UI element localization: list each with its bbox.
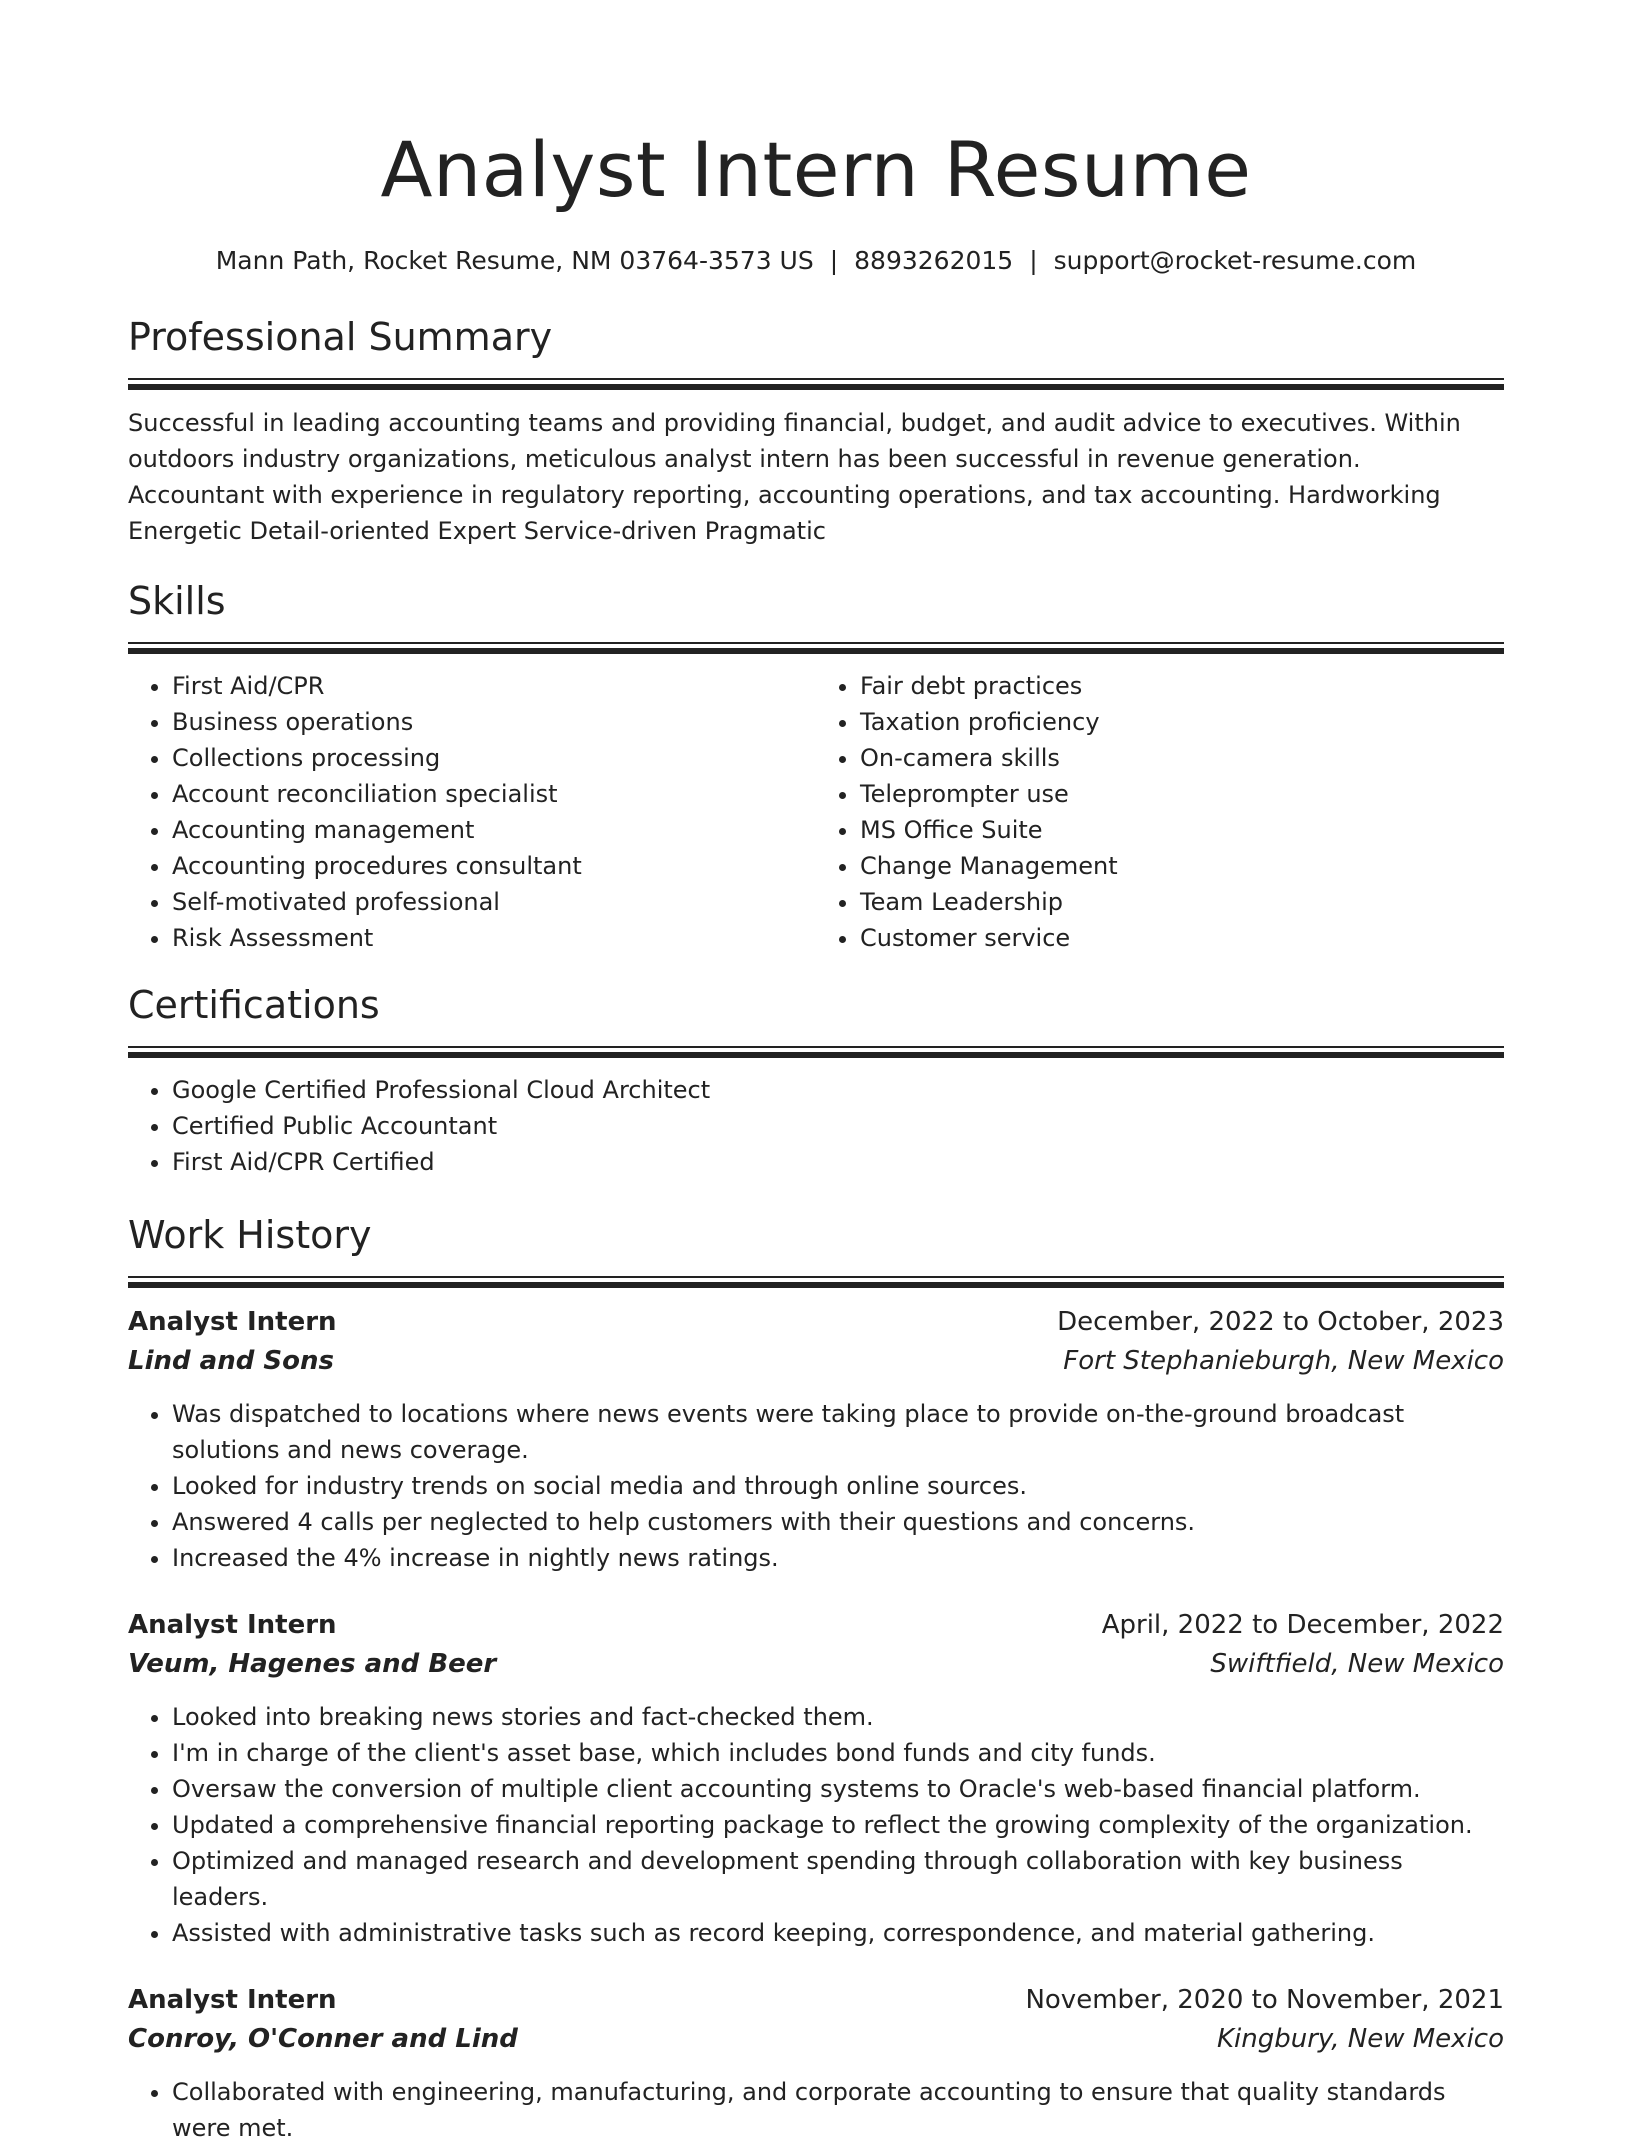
job-header-row bbox=[128, 1606, 1504, 1645]
section-heading-work-history: Work History bbox=[128, 1213, 372, 1257]
job-bullet: • Looked into breaking news stories and fact-checked them. bbox=[172, 1699, 1504, 1735]
section-divider bbox=[128, 1276, 1504, 1288]
skill-item: • Business operations bbox=[172, 704, 816, 740]
skill-item: • Collections processing bbox=[172, 740, 816, 776]
section-heading-certifications: Certifications bbox=[128, 983, 380, 1027]
job-bullet: • Increased the 4% increase in nightly news ratings. bbox=[172, 1540, 1504, 1576]
job-entry bbox=[128, 1303, 1504, 1576]
certifications-section bbox=[128, 980, 1504, 1180]
job-bullet: • Was dispatched to locations where news events were taking place to provide on-the-ground broadcast solutions and news coverage. bbox=[172, 1396, 1504, 1468]
skill-item: • Fair debt practices bbox=[860, 668, 1504, 704]
skills-section bbox=[128, 576, 1504, 956]
job-location: Kingbury, New Mexico bbox=[1216, 2024, 1504, 2054]
summary-section bbox=[128, 312, 1504, 549]
skills-columns bbox=[128, 668, 1504, 956]
section-heading-skills: Skills bbox=[128, 579, 226, 623]
job-dates: December, 2022 to October, 2023 bbox=[1057, 1307, 1504, 1337]
certification-item: • First Aid/CPR Certified bbox=[172, 1144, 1504, 1180]
contact-phone: 8893262015 bbox=[854, 246, 1014, 275]
job-bullet: • Answered 4 calls per neglected to help customers with their questions and concerns. bbox=[172, 1504, 1504, 1540]
contact-separator: | bbox=[1029, 246, 1038, 275]
skills-list-right bbox=[816, 668, 1504, 956]
skill-item: • Accounting procedures consultant bbox=[172, 848, 816, 884]
skill-item: • Risk Assessment bbox=[172, 920, 816, 956]
skill-item: • Change Management bbox=[860, 848, 1504, 884]
skill-item: • Customer service bbox=[860, 920, 1504, 956]
work-history-section bbox=[128, 1210, 1504, 2146]
job-company: Lind and Sons bbox=[128, 1346, 334, 1376]
contact-separator: | bbox=[829, 246, 839, 275]
job-bullet: • Optimized and managed research and development spending through collaboration with key business leaders. bbox=[172, 1843, 1504, 1915]
contact-line bbox=[128, 244, 1504, 278]
skill-item: • MS Office Suite bbox=[860, 812, 1504, 848]
skill-item: • Account reconciliation specialist bbox=[172, 776, 816, 812]
job-company-row bbox=[128, 2020, 1504, 2059]
section-divider bbox=[128, 642, 1504, 654]
skill-item: • Taxation proficiency bbox=[860, 704, 1504, 740]
contact-email: support@rocket-resume.com bbox=[1053, 246, 1417, 275]
skill-item: • Teleprompter use bbox=[860, 776, 1504, 812]
job-bullet: • Collaborated with engineering, manufacturing, and corporate accounting to ensure that quality standards were met. bbox=[172, 2074, 1504, 2146]
section-divider bbox=[128, 1046, 1504, 1058]
job-entry bbox=[128, 1606, 1504, 1951]
job-bullet: • I'm in charge of the client's asset base, which includes bond funds and city funds. bbox=[172, 1735, 1504, 1771]
skill-item: • Self-motivated professional bbox=[172, 884, 816, 920]
job-location: Swiftfield, New Mexico bbox=[1210, 1649, 1504, 1679]
job-title: Analyst Intern bbox=[128, 1307, 337, 1337]
job-bullet-list bbox=[128, 1699, 1504, 1951]
job-header-row bbox=[128, 1981, 1504, 2020]
summary-text: Successful in leading accounting teams and providing financial, budget, and audit advice to executives. Within outdoors industry organizations, meticulous analyst intern has been successful in revenue generation. Accountant with experience in regulatory reporting, accounting operations, and tax accounting. Hardworking Energetic Detail-oriented Expert Service-driven Pragmatic bbox=[128, 409, 1461, 545]
skill-item: • Accounting management bbox=[172, 812, 816, 848]
certifications-list bbox=[128, 1072, 1504, 1180]
job-company-row bbox=[128, 1342, 1504, 1381]
job-bullet: • Updated a comprehensive financial reporting package to reflect the growing complexity of the organization. bbox=[172, 1807, 1504, 1843]
skill-item: • On-camera skills bbox=[860, 740, 1504, 776]
job-bullet: • Looked for industry trends on social media and through online sources. bbox=[172, 1468, 1504, 1504]
resume-title: Analyst Intern Resume bbox=[380, 125, 1252, 214]
job-title: Analyst Intern bbox=[128, 1610, 337, 1640]
section-heading-summary: Professional Summary bbox=[128, 315, 553, 359]
job-company-row bbox=[128, 1645, 1504, 1684]
contact-address: Mann Path, Rocket Resume, NM 03764-3573 US bbox=[215, 246, 814, 275]
job-bullet: • Assisted with administrative tasks such as record keeping, correspondence, and material gathering. bbox=[172, 1915, 1504, 1951]
certification-item: • Google Certified Professional Cloud Architect bbox=[172, 1072, 1504, 1108]
job-bullet-list bbox=[128, 1396, 1504, 1576]
job-bullet: • Oversaw the conversion of multiple client accounting systems to Oracle's web-based financial platform. bbox=[172, 1771, 1504, 1807]
skill-item: • Team Leadership bbox=[860, 884, 1504, 920]
job-header-row bbox=[128, 1303, 1504, 1342]
job-company: Veum, Hagenes and Beer bbox=[128, 1649, 497, 1679]
job-location: Fort Stephanieburgh, New Mexico bbox=[1063, 1346, 1504, 1376]
skills-list-left bbox=[128, 668, 816, 956]
certification-item: • Certified Public Accountant bbox=[172, 1108, 1504, 1144]
section-divider bbox=[128, 378, 1504, 390]
skill-item: • First Aid/CPR bbox=[172, 668, 816, 704]
job-company: Conroy, O'Conner and Lind bbox=[128, 2024, 518, 2054]
job-bullet-list bbox=[128, 2074, 1504, 2146]
job-dates: November, 2020 to November, 2021 bbox=[1025, 1985, 1504, 2015]
job-entry bbox=[128, 1981, 1504, 2146]
job-title: Analyst Intern bbox=[128, 1985, 337, 2015]
job-dates: April, 2022 to December, 2022 bbox=[1101, 1610, 1504, 1640]
